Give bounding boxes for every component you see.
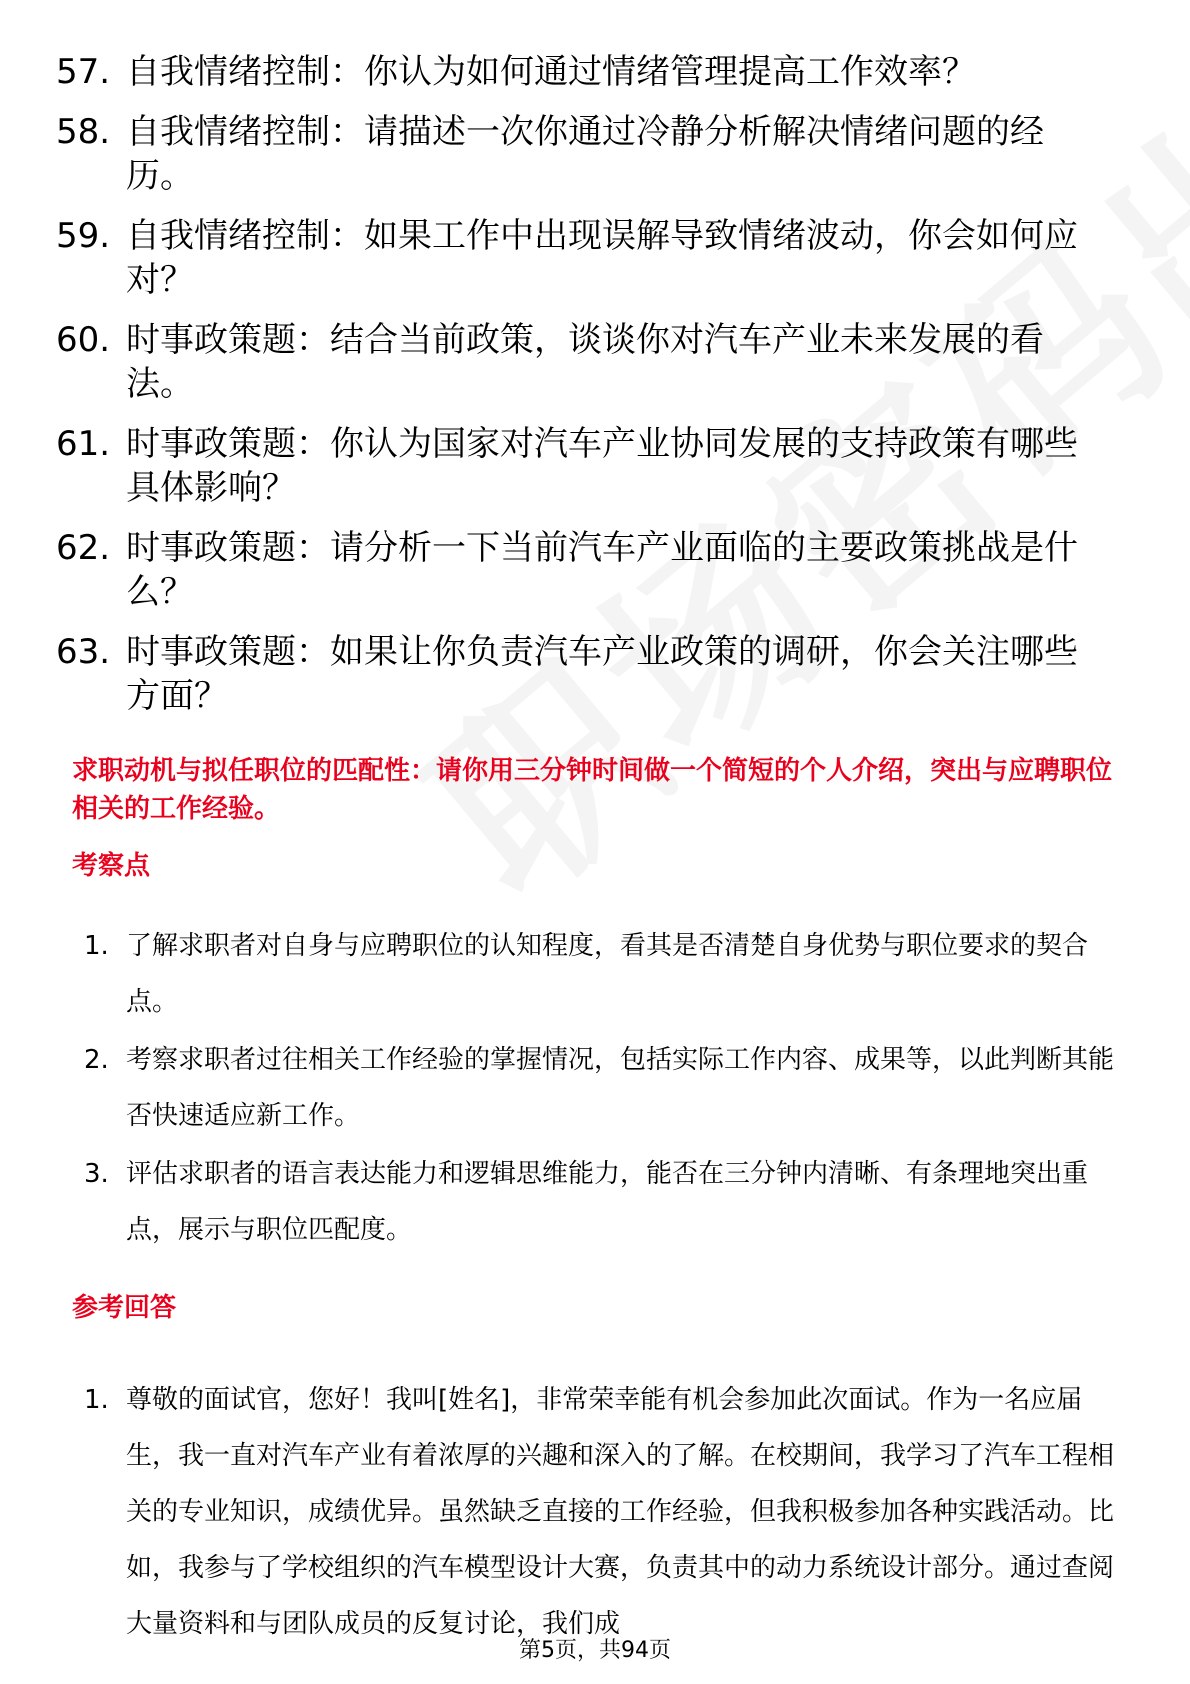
question-number: 59. — [56, 216, 111, 256]
list-item-number: 3. — [84, 1159, 109, 1189]
question-number: 61. — [56, 424, 111, 464]
list-item — [84, 1032, 1124, 1144]
question-number: 58. — [56, 112, 111, 152]
list-item-text: 了解求职者对自身与应聘职位的认知程度，看其是否清楚自身优势与职位要求的契合点。 — [126, 931, 1089, 1017]
question-number: 62. — [56, 528, 111, 568]
list-item-number: 1. — [84, 931, 109, 961]
page-footer: 第5页，共94页 — [519, 1638, 671, 1663]
list-item-text: 尊敬的面试官，您好！我叫[姓名]，非常荣幸能有机会参加此次面试。作为一名应届生，我一直对汽车产业有着浓厚的兴趣和深入的了解。在校期间，我学习了汽车工程相关的专业知识，成绩优异。虽然缺乏直接的工作经验，但我积极参加各种实践活动。比如，我参与了学校组织的汽车模型设计大赛，负责其中的动力系统设计部分。通过查阅大量资料和与团队成员的反复讨论，我们成 — [126, 1385, 1115, 1639]
list-item-text: 考察求职者过往相关工作经验的掌握情况，包括实际工作内容、成果等，以此判断其能否快速适应新工作。 — [126, 1045, 1115, 1131]
question-number: 60. — [56, 320, 111, 360]
reference-answer-heading: 参考回答 — [72, 1293, 177, 1323]
question-text: 时事政策题：结合当前政策，谈谈你对汽车产业未来发展的看法。 — [126, 320, 1044, 404]
list-item — [84, 1372, 1124, 1652]
question-item — [56, 422, 1116, 510]
question-text: 自我情绪控制：你认为如何通过情绪管理提高工作效率？ — [126, 52, 976, 92]
question-item — [56, 50, 1116, 94]
list-item — [84, 918, 1124, 1030]
question-text: 时事政策题：如果让你负责汽车产业政策的调研，你会关注哪些方面？ — [126, 632, 1078, 716]
question-number: 57. — [56, 52, 111, 92]
question-text: 时事政策题：你认为国家对汽车产业协同发展的支持政策有哪些具体影响？ — [126, 424, 1078, 508]
list-item-number: 2. — [84, 1045, 109, 1075]
list-item-number: 1. — [84, 1385, 109, 1415]
question-item — [56, 526, 1116, 614]
exam-points-list — [84, 918, 1124, 1260]
question-text: 自我情绪控制：请描述一次你通过冷静分析解决情绪问题的经历。 — [126, 112, 1044, 196]
reference-answer-list — [84, 1372, 1124, 1654]
question-item — [56, 110, 1116, 198]
question-number: 63. — [56, 632, 111, 672]
exam-points-heading: 考察点 — [72, 851, 151, 881]
question-text: 自我情绪控制：如果工作中出现误解导致情绪波动，你会如何应对？ — [126, 216, 1078, 300]
list-item-text: 评估求职者的语言表达能力和逻辑思维能力，能否在三分钟内清晰、有条理地突出重点，展示与职位匹配度。 — [126, 1159, 1089, 1245]
list-item — [84, 1146, 1124, 1258]
question-text: 时事政策题：请分析一下当前汽车产业面临的主要政策挑战是什么？ — [126, 528, 1078, 612]
section-title: 求职动机与拟任职位的匹配性：请你用三分钟时间做一个简短的个人介绍，突出与应聘职位相关的工作经验。 — [72, 756, 1113, 824]
question-item — [56, 630, 1116, 718]
question-item — [56, 214, 1116, 302]
question-list — [56, 50, 1116, 734]
question-item — [56, 318, 1116, 406]
